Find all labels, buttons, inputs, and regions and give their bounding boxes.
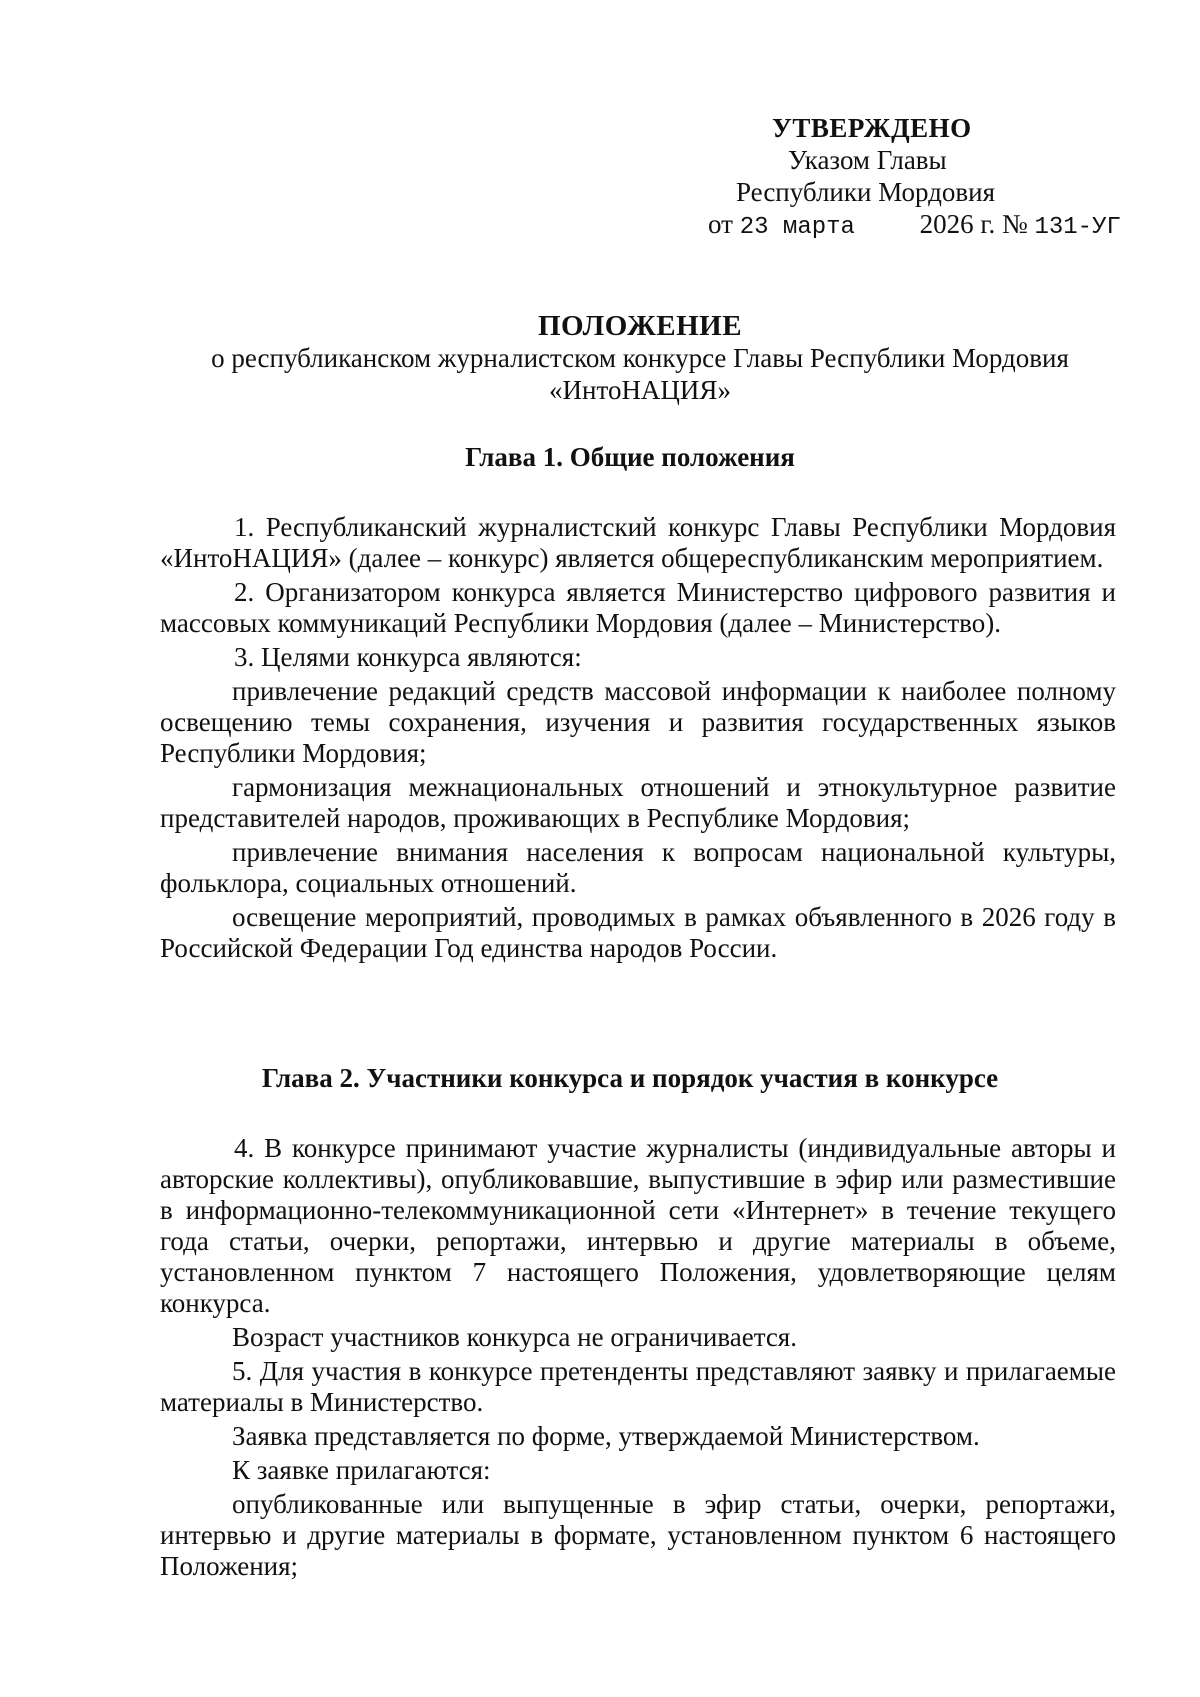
title-contest-name: «ИнтоНАЦИЯ»	[549, 375, 731, 405]
approval-heading: УТВЕРЖДЕНО	[772, 113, 972, 143]
paragraph: привлечение внимания населения к вопросам национальной культуры, фольклора, социальных отношений.	[160, 837, 1116, 898]
paragraph: 4. В конкурсе принимают участие журналисты (индивидуальные авторы и авторские коллективы), опубликовавшие, выпустившие в эфир или разместившие в информационно-телекоммуникационной сети «Интернет» в течение текущего года статьи, очерки, репортажи, интервью и другие материалы в объеме, установленном пунктом 7 настоящего Положения, удовлетворяющие целям конкурса.	[160, 1133, 1116, 1318]
paragraph: Возраст участников конкурса не ограничивается.	[232, 1322, 797, 1352]
paragraph: К заявке прилагаются:	[232, 1455, 491, 1485]
chapter1-body	[160, 512, 1116, 967]
paragraph: гармонизация межнациональных отношений и этнокультурное развитие представителей народов, проживающих в Республике Мордовия;	[160, 772, 1116, 833]
paragraph: 2. Организатором конкурса является Министерство цифрового развития и массовых коммуникаций Республики Мордовия (далее – Министерство).	[160, 577, 1116, 638]
paragraph: 1. Республиканский журналистский конкурс Главы Республики Мордовия «ИнтоНАЦИЯ» (далее – конкурс) является общереспубликанским мероприятием.	[160, 512, 1116, 573]
chapter2-body	[160, 1133, 1116, 1585]
document-title	[160, 310, 1120, 406]
title-subtitle: о республиканском журналистском конкурсе Главы Республики Мордовия	[211, 343, 1069, 373]
approval-date-line	[708, 208, 1120, 244]
paragraph: 5. Для участия в конкурсе претенденты представляют заявку и прилагаемые материалы в Министерство.	[160, 1356, 1116, 1417]
paragraph: Заявка представляется по форме, утверждаемой Министерством.	[232, 1421, 980, 1451]
approval-line-republic: Республики Мордовия	[736, 177, 996, 207]
paragraph: опубликованные или выпущенные в эфир статьи, очерки, репортажи, интервью и другие материалы в формате, установленном пунктом 6 настоящего Положения;	[160, 1489, 1116, 1581]
paragraph: освещение мероприятий, проводимых в рамках объявленного в 2026 году в Российской Федерации Год единства народов России.	[160, 902, 1116, 963]
approval-year: 2026 г. №	[919, 209, 1028, 239]
approval-line-decree: Указом Главы	[788, 145, 947, 175]
paragraph: 3. Целями конкурса являются:	[234, 642, 582, 672]
approval-number: 131-УГ	[1034, 214, 1121, 241]
approval-stamp	[700, 112, 1120, 244]
approval-date-prefix: от	[708, 209, 733, 239]
approval-date-value: 23 марта	[739, 214, 855, 241]
title-heading: ПОЛОЖЕНИЕ	[537, 310, 743, 342]
chapter1-heading: Глава 1. Общие положения	[465, 442, 795, 472]
paragraph: привлечение редакций средств массовой информации к наиболее полному освещению темы сохранения, изучения и развития государственных языков Республики Мордовия;	[160, 676, 1116, 768]
chapter2-heading: Глава 2. Участники конкурса и порядок участия в конкурсе	[261, 1063, 999, 1093]
